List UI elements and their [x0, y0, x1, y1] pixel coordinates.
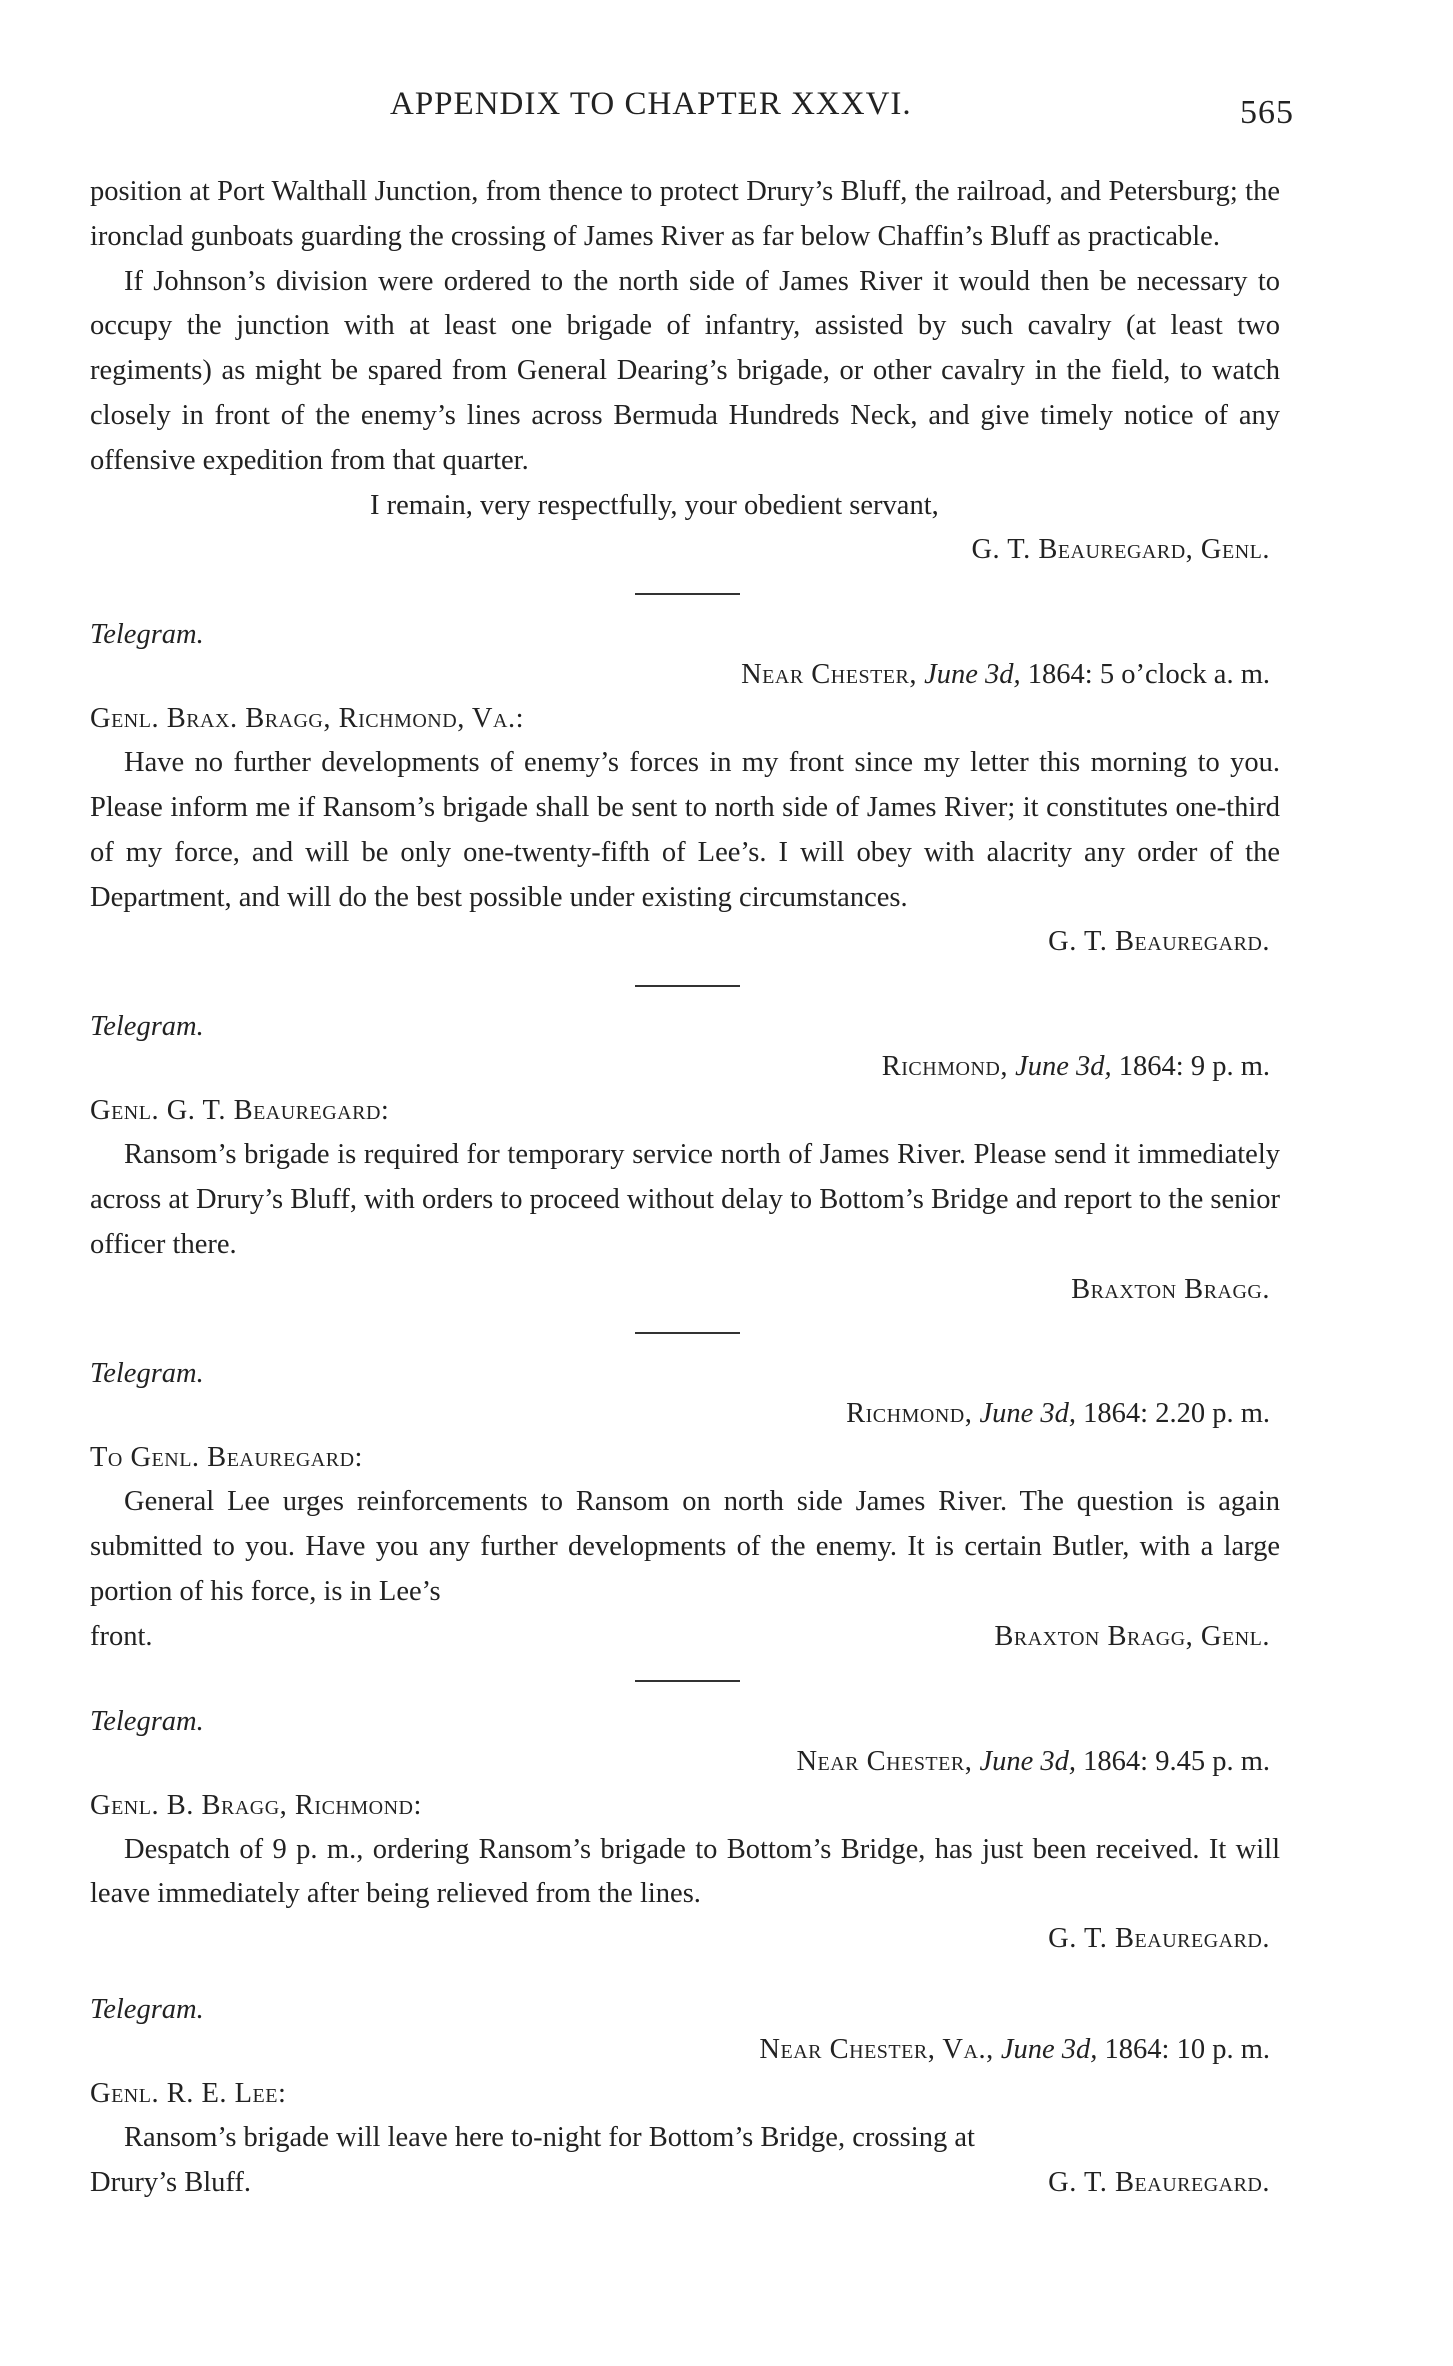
- telegram-last-line: [90, 2161, 1280, 2206]
- telegram-dateline: [90, 1740, 1280, 1784]
- telegram-signature: G. T. Beauregard.: [1048, 2166, 1270, 2198]
- dateline-time: 1864: 9.45 p. m.: [1083, 1745, 1270, 1777]
- dateline-date: June 3d,: [1000, 2033, 1098, 2065]
- section-divider: [635, 985, 740, 987]
- page-number: 565: [1240, 94, 1294, 131]
- telegram-signature: G. T. Beauregard.: [1048, 1923, 1270, 1955]
- running-title: APPENDIX TO CHAPTER XXXVI.: [390, 86, 912, 122]
- telegram-addressee: Genl. Brax. Bragg, Richmond, Va.:: [90, 703, 524, 735]
- dateline-place: Near Chester, Va.,: [759, 2033, 994, 2065]
- dateline-place: Near Chester,: [741, 659, 917, 691]
- telegram-heading: Telegram.: [90, 1011, 204, 1043]
- telegram: [90, 1005, 1280, 1312]
- spacer: [90, 1962, 1280, 1988]
- section-divider: [635, 1332, 740, 1334]
- telegram-addressee: Genl. R. E. Lee:: [90, 2077, 287, 2109]
- dateline-date: June 3d,: [924, 659, 1021, 691]
- telegram: [90, 1988, 1280, 2206]
- telegram-addressee: Genl. B. Bragg, Richmond:: [90, 1789, 422, 1821]
- dateline-date: June 3d,: [979, 1745, 1077, 1777]
- dateline-date: June 3d,: [1015, 1051, 1112, 1083]
- telegram-dateline: [90, 653, 1280, 697]
- letter-paragraph: position at Port Walthall Junction, from thence to protect Drury’s Bluff, the railroad, and Petersburg; the ironclad gunboats guarding the crossing of James River as far below Chaffin’s Bluff as practicable.: [90, 176, 1280, 252]
- telegram-body-end: front.: [90, 1620, 153, 1652]
- letter-paragraph: If Johnson’s division were ordered to the north side of James River it would then be necessary to occupy the junction with at least one brigade of infantry, assisted by such cavalry (at least two regiments) as might be spared from General Dearing’s brigade, or other cavalry in the field, to watch closely in front of the enemy’s lines across Bermuda Hundreds Neck, and give timely notice of any offensive expedition from that quarter.: [90, 265, 1280, 476]
- dateline-place: Near Chester,: [796, 1745, 973, 1777]
- telegram-heading: Telegram.: [90, 1358, 204, 1390]
- dateline-time: 1864: 2.20 p. m.: [1083, 1398, 1270, 1430]
- telegram-signature: Braxton Bragg, Genl.: [994, 1620, 1270, 1652]
- telegram-body-end: Drury’s Bluff.: [90, 2166, 251, 2198]
- telegram-last-line: [90, 1615, 1280, 1660]
- letter-signature: G. T. Beauregard, Genl.: [971, 534, 1270, 566]
- telegram-body: Have no further developments of enemy’s forces in my front since my letter this morning to you. Please inform me if Ransom’s brigade shall be sent to north side of James River; it constitutes one-third of my force, and will be only one-twenty-fifth of Lee’s. I will obey with alacrity any order of the Department, and will do the best possible under existing circumstances.: [90, 747, 1280, 913]
- telegram-body: Ransom’s brigade will leave here to-night for Bottom’s Bridge, crossing at: [124, 2121, 975, 2153]
- telegram-body: Ransom’s brigade is required for temporary service north of James River. Please send it immediately across at Drury’s Bluff, with orders to proceed without delay to Bottom’s Bridge and report to the senior officer there.: [90, 1139, 1280, 1260]
- dateline-place: Richmond,: [846, 1398, 973, 1430]
- telegram-heading: Telegram.: [90, 1705, 204, 1737]
- telegram-heading: Telegram.: [90, 1993, 204, 2025]
- telegram: [90, 1352, 1280, 1659]
- page-body: [90, 170, 1280, 2206]
- section-divider: [635, 1680, 740, 1682]
- letter-closing: I remain, very respectfully, your obedient servant,: [370, 489, 939, 521]
- dateline-date: June 3d,: [979, 1398, 1077, 1430]
- telegram-heading: Telegram.: [90, 619, 204, 651]
- telegram-signature: G. T. Beauregard.: [1048, 926, 1270, 958]
- dateline-time: 1864: 9 p. m.: [1118, 1051, 1270, 1083]
- telegram-addressee: To Genl. Beauregard:: [90, 1442, 363, 1474]
- section-divider: [635, 593, 740, 595]
- telegram-body: General Lee urges reinforcements to Ransom on north side James River. The question is again submitted to you. Have you any further developments of the enemy. It is certain Butler, with a large portion of his force, is in Lee’s: [90, 1486, 1280, 1607]
- telegram-dateline: [90, 2028, 1280, 2072]
- telegram: [90, 1700, 1280, 1962]
- telegram-dateline: [90, 1392, 1280, 1436]
- telegram-addressee: Genl. G. T. Beauregard:: [90, 1095, 390, 1127]
- dateline-time: 1864: 5 o’clock a. m.: [1027, 659, 1270, 691]
- dateline-time: 1864: 10 p. m.: [1104, 2033, 1270, 2065]
- telegram-dateline: [90, 1045, 1280, 1089]
- dateline-place: Richmond,: [881, 1051, 1008, 1083]
- telegram: [90, 613, 1280, 965]
- telegram-body: Despatch of 9 p. m., ordering Ransom’s brigade to Bottom’s Bridge, has just been received. It will leave immediately after being relieved from the lines.: [90, 1833, 1280, 1910]
- telegram-signature: Braxton Bragg.: [1071, 1273, 1270, 1305]
